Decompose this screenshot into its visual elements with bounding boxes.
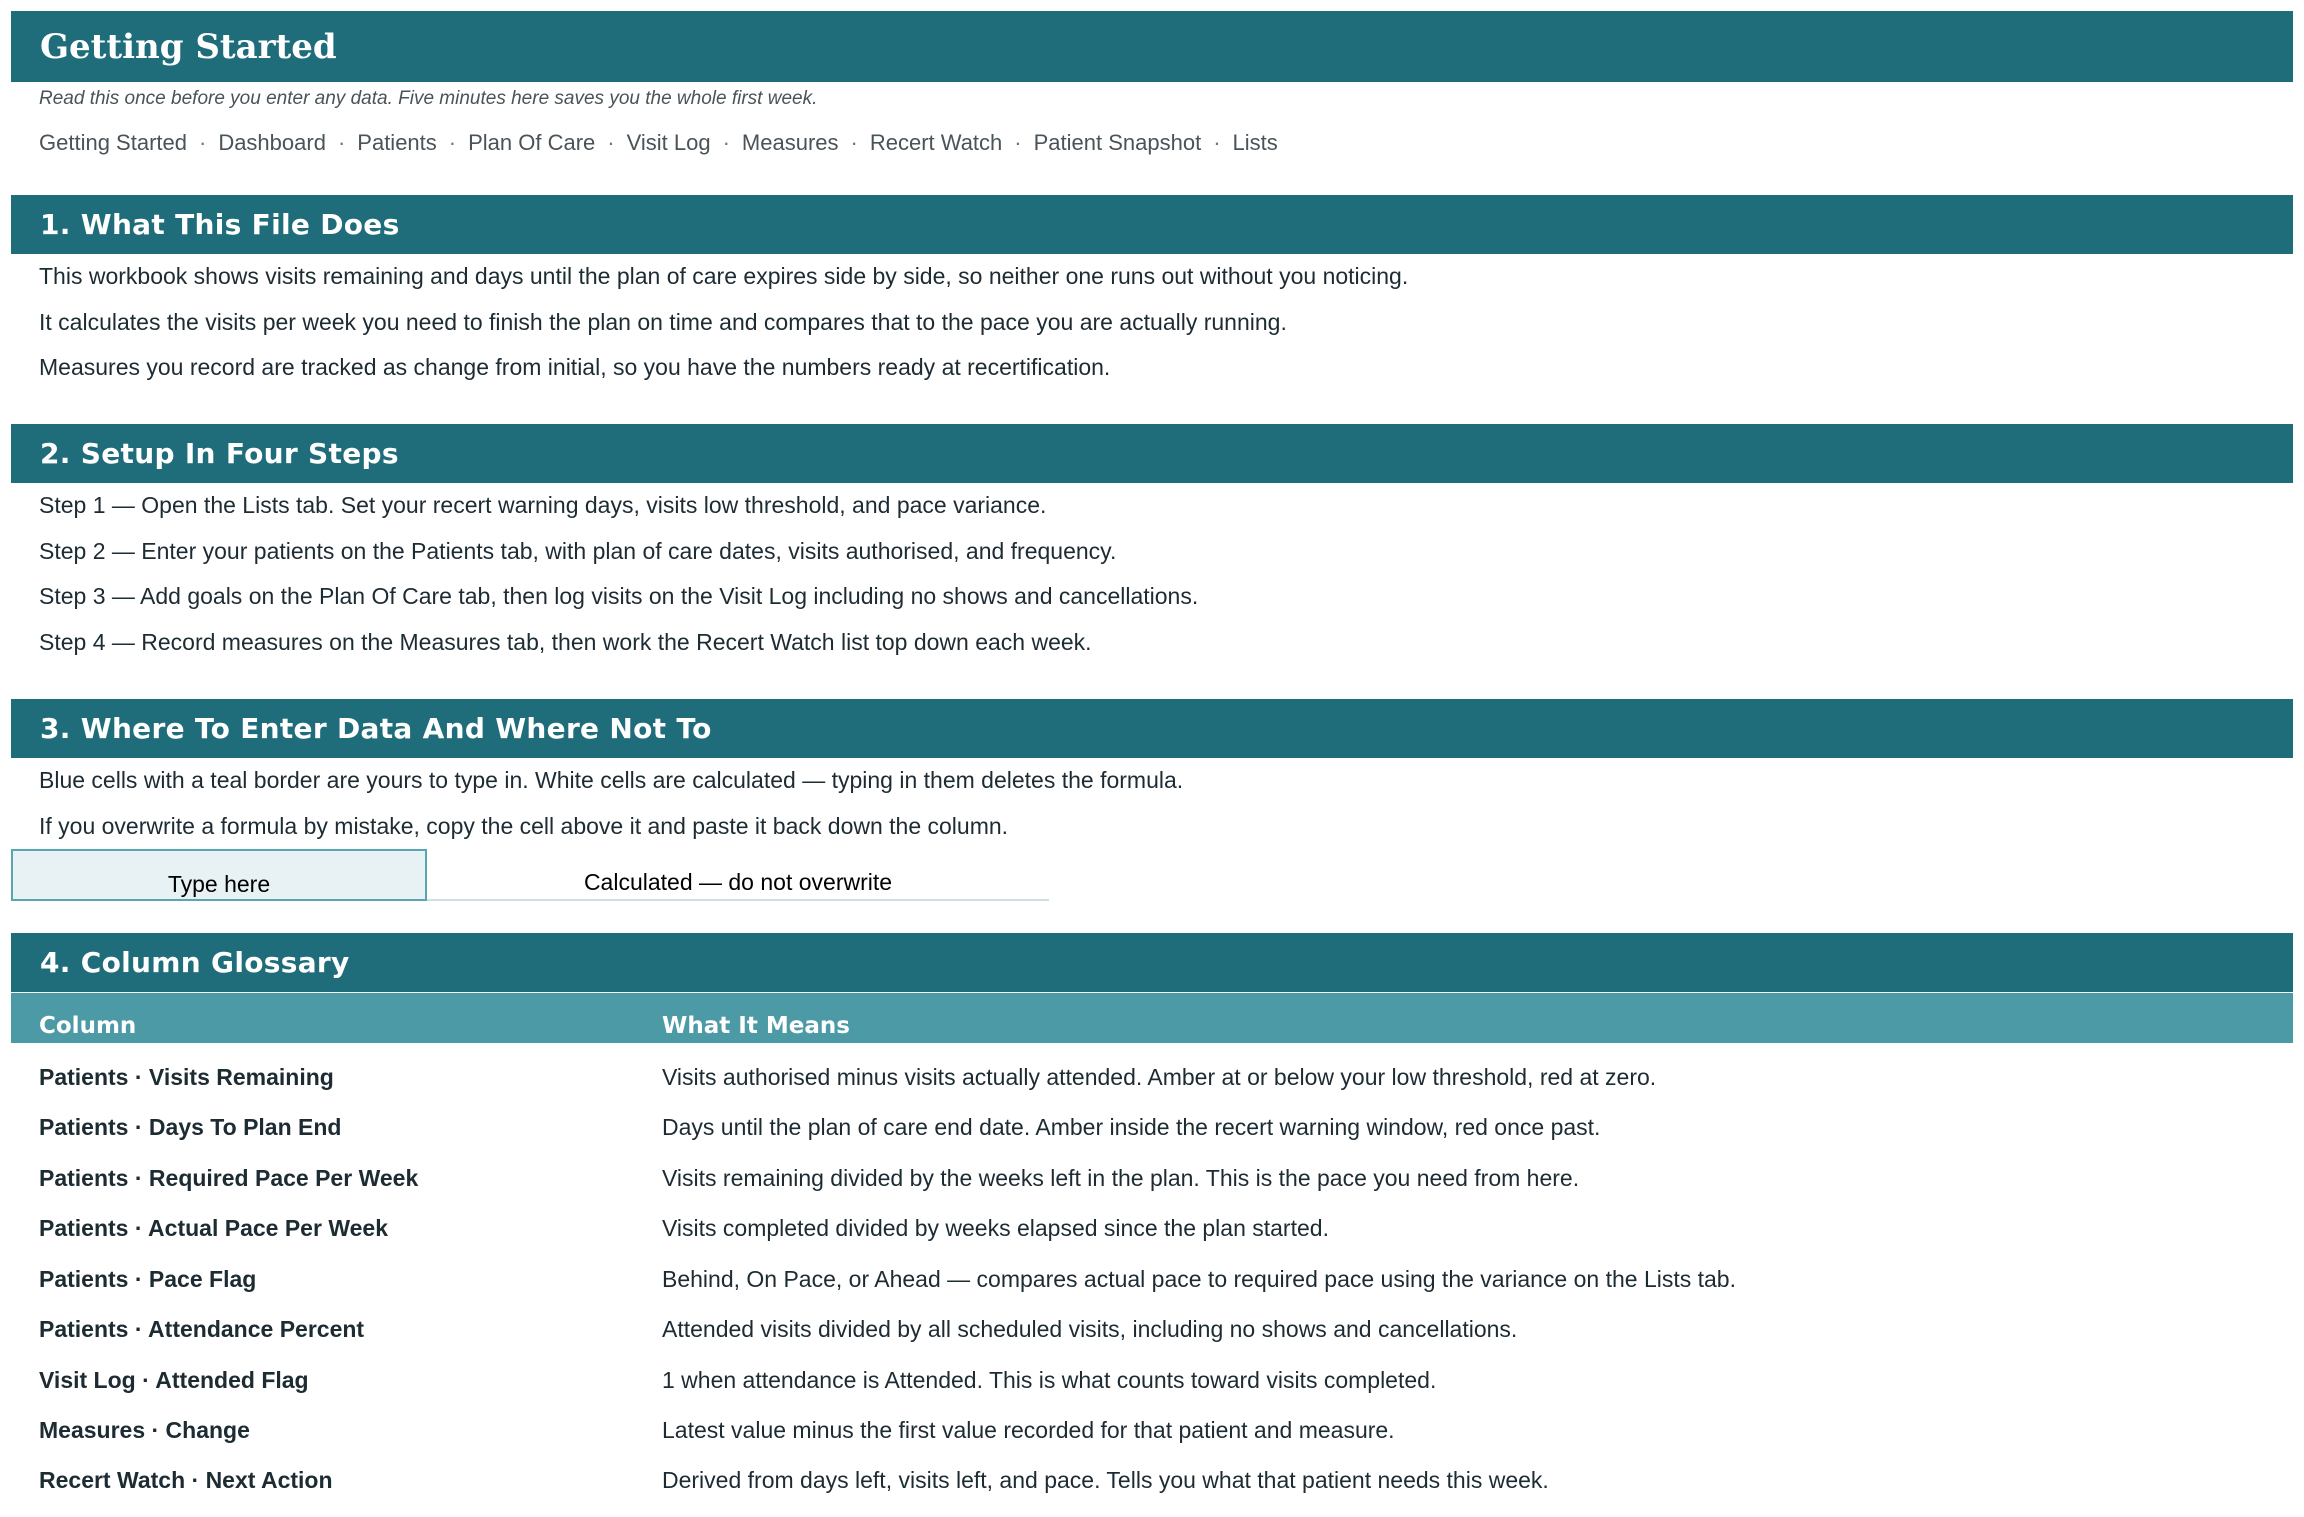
section-1-heading: 1. What This File Does — [40, 208, 400, 241]
setup-step-2: Step 2 — Enter your patients on the Patients tab, with plan of care dates, visits authorised, and frequency. — [39, 538, 1117, 564]
glossary-row — [0, 1165, 2304, 1215]
glossary-meaning: Latest value minus the first value recorded for that patient and measure. — [662, 1417, 1395, 1443]
page-title-band — [11, 11, 2293, 82]
nav-separator: · — [198, 130, 207, 155]
nav-separator: · — [607, 130, 615, 155]
glossary-meaning: Attended visits divided by all scheduled visits, including no shows and cancellations. — [662, 1316, 1518, 1342]
glossary-row — [0, 1064, 2304, 1114]
page-subtitle: Read this once before you enter any data. Five minutes here saves you the whole first week. — [39, 88, 818, 109]
nav-link-lists[interactable]: Lists — [1232, 130, 1278, 155]
section-4-header — [11, 933, 2293, 992]
glossary-column-name: Patients · Days To Plan End — [39, 1114, 342, 1140]
nav-link-plan-of-care[interactable]: Plan Of Care — [468, 130, 596, 155]
nav-link-patients[interactable]: Patients — [357, 130, 437, 155]
section-3-line: If you overwrite a formula by mistake, copy the cell above it and paste it back down the column. — [39, 813, 1009, 839]
glossary-meaning: 1 when attendance is Attended. This is what counts toward visits completed. — [662, 1367, 1437, 1393]
glossary-column-name: Recert Watch · Next Action — [39, 1467, 333, 1493]
section-1-line: It calculates the visits per week you need to finish the plan on time and compares that to the pace you are actually running. — [39, 309, 1287, 335]
glossary-row — [0, 1114, 2304, 1164]
section-2-header — [11, 424, 2293, 483]
glossary-column-name: Patients · Required Pace Per Week — [39, 1165, 419, 1191]
glossary-row — [0, 1266, 2304, 1316]
nav-separator: · — [722, 130, 730, 155]
section-4-heading: 4. Column Glossary — [40, 946, 350, 979]
glossary-column-name: Patients · Visits Remaining — [39, 1064, 334, 1090]
glossary-column-name: Measures · Change — [39, 1417, 250, 1443]
section-3-heading: 3. Where To Enter Data And Where Not To — [40, 712, 712, 745]
nav-link-measures[interactable]: Measures — [741, 130, 839, 155]
glossary-meaning: Derived from days left, visits left, and pace. Tells you what that patient needs this week. — [662, 1467, 1549, 1493]
section-1-line: This workbook shows visits remaining and days until the plan of care expires side by side, so neither one runs out without you noticing. — [39, 263, 1409, 289]
glossary-row — [0, 1367, 2304, 1417]
glossary-meaning: Days until the plan of care end date. Amber inside the recert warning window, red once past. — [662, 1114, 1601, 1140]
glossary-column-header: Column — [39, 1013, 137, 1039]
glossary-meaning-header: What It Means — [662, 1013, 850, 1039]
nav-separator: · — [1014, 130, 1022, 155]
glossary-meaning: Visits authorised minus visits actually attended. Amber at or below your low threshold, red at zero. — [662, 1064, 1657, 1090]
section-2-heading: 2. Setup In Four Steps — [40, 437, 399, 470]
nav-link-dashboard[interactable]: Dashboard — [218, 130, 326, 155]
nav-link-patient-snapshot[interactable]: Patient Snapshot — [1033, 130, 1202, 155]
glossary-meaning: Visits remaining divided by the weeks left in the plan. This is the pace you need from here. — [662, 1165, 1580, 1191]
nav-link-getting-started[interactable]: Getting Started — [39, 130, 187, 155]
page-title: Getting Started — [40, 26, 337, 67]
nav-link-recert-watch[interactable]: Recert Watch — [869, 130, 1003, 155]
setup-step-1: Step 1 — Open the Lists tab. Set your recert warning days, visits low threshold, and pace variance. — [39, 492, 1047, 518]
glossary-header-row — [11, 993, 2293, 1043]
nav-link-visit-log[interactable]: Visit Log — [626, 130, 711, 155]
section-1-line: Measures you record are tracked as change from initial, so you have the numbers ready at recertification. — [39, 354, 1111, 380]
glossary-row — [0, 1467, 2304, 1517]
section-1-header — [11, 195, 2293, 254]
nav-separator: · — [337, 130, 346, 155]
section-3-header — [11, 699, 2293, 758]
sample-input-cell[interactable]: Type here — [11, 849, 427, 901]
glossary-column-name: Patients · Actual Pace Per Week — [39, 1215, 388, 1241]
glossary-meaning: Behind, On Pace, or Ahead — compares actual pace to required pace using the variance on the Lists tab. — [662, 1266, 1736, 1292]
glossary-row — [0, 1417, 2304, 1467]
nav-separator: · — [850, 130, 858, 155]
sheet-nav — [39, 130, 1278, 156]
glossary-meaning: Visits completed divided by weeks elapsed since the plan started. — [662, 1215, 1329, 1241]
nav-separator: · — [1213, 130, 1221, 155]
glossary-row — [0, 1215, 2304, 1265]
glossary-column-name: Visit Log · Attended Flag — [39, 1367, 309, 1393]
nav-separator: · — [448, 130, 457, 155]
setup-step-4: Step 4 — Record measures on the Measures tab, then work the Recert Watch list top down each week. — [39, 629, 1092, 655]
sample-calculated-cell: Calculated — do not overwrite — [427, 849, 1049, 901]
glossary-column-name: Patients · Pace Flag — [39, 1266, 257, 1292]
glossary-column-name: Patients · Attendance Percent — [39, 1316, 365, 1342]
glossary-row — [0, 1316, 2304, 1366]
section-3-line: Blue cells with a teal border are yours to type in. White cells are calculated — typing in them deletes the formula. — [39, 767, 1184, 793]
setup-step-3: Step 3 — Add goals on the Plan Of Care tab, then log visits on the Visit Log including no shows and cancellations. — [39, 583, 1199, 609]
